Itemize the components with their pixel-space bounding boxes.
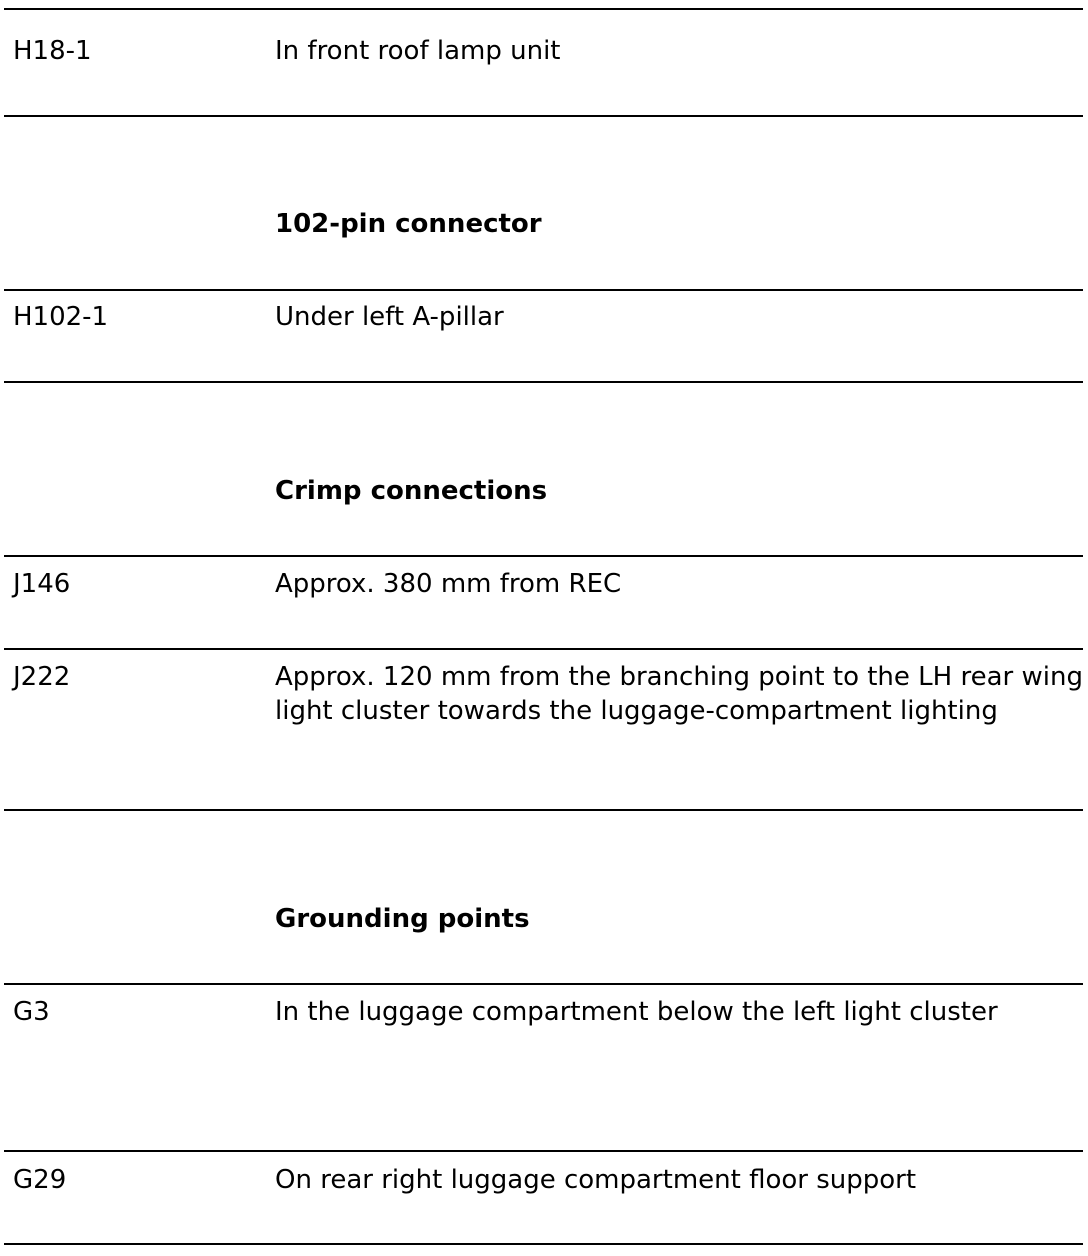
- table-rule: [4, 381, 1083, 383]
- table-rule: [4, 8, 1083, 10]
- location-description: Approx. 380 mm from REC: [275, 569, 622, 599]
- table-rule: [4, 555, 1083, 557]
- location-description: On rear right luggage compartment floor support: [275, 1165, 917, 1195]
- table-rule: [4, 809, 1083, 811]
- location-code: G3: [13, 997, 50, 1027]
- table-rule: [4, 648, 1083, 650]
- table-rule: [4, 1150, 1083, 1152]
- section-heading: Grounding points: [275, 904, 530, 934]
- table-rule: [4, 983, 1083, 985]
- section-heading: Crimp connections: [275, 476, 548, 506]
- location-code: H18-1: [13, 36, 92, 66]
- table-rule: [4, 1243, 1083, 1245]
- table-rule: [4, 289, 1083, 291]
- location-description: Under left A-pillar: [275, 302, 504, 332]
- location-code: H102-1: [13, 302, 109, 332]
- section-heading: 102-pin connector: [275, 209, 542, 239]
- location-code: G29: [13, 1165, 67, 1195]
- location-description: In front roof lamp unit: [275, 36, 561, 66]
- location-description: Approx. 120 mm from the branching point to the LH rear wing light cluster towards the luggage-compartment lighting: [275, 662, 1083, 726]
- location-description: In the luggage compartment below the left light cluster: [275, 997, 998, 1027]
- table-rule: [4, 115, 1083, 117]
- location-code: J146: [13, 569, 71, 599]
- location-code: J222: [13, 662, 71, 692]
